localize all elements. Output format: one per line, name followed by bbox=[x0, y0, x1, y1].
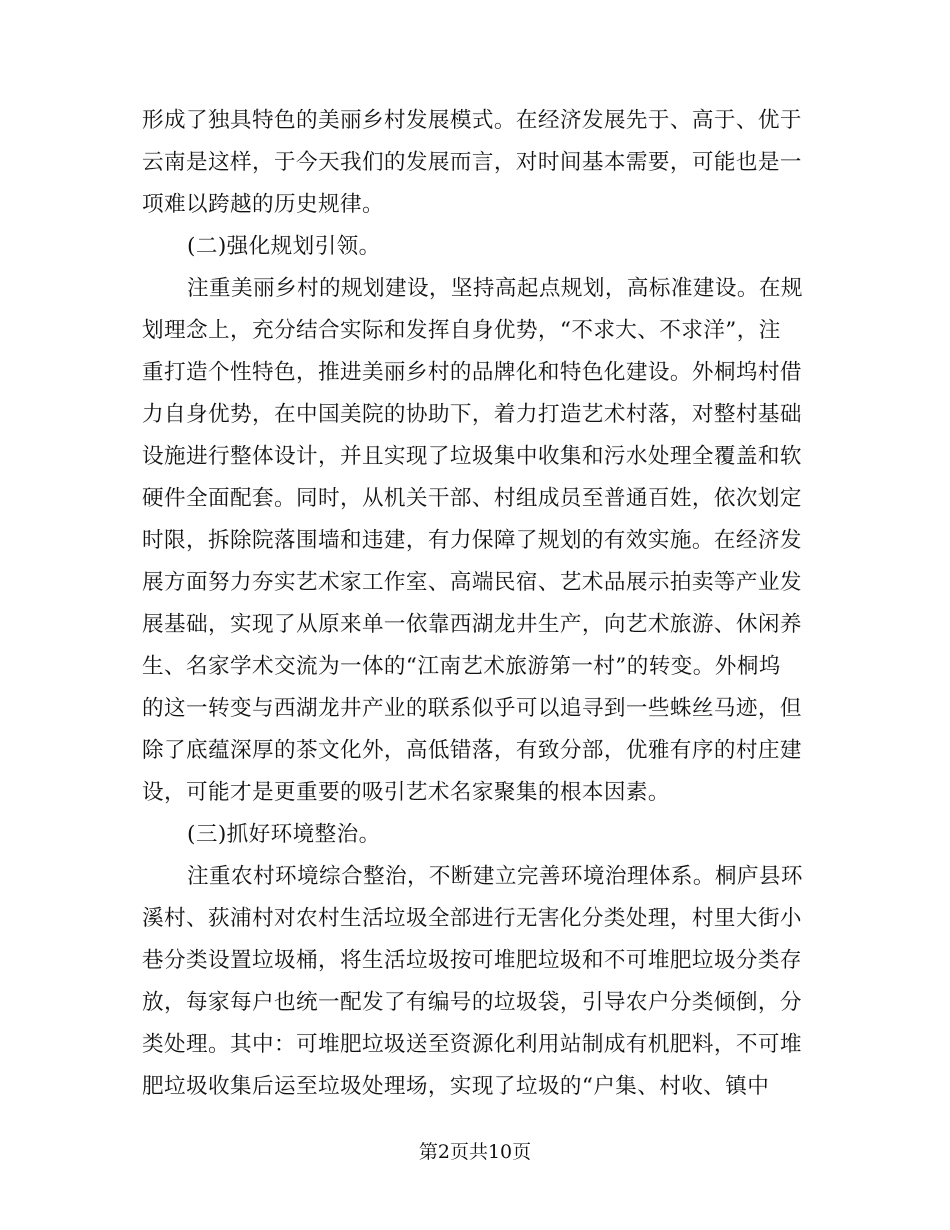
text-line: 云南是这样，于今天我们的发展而言，对时间基本需要，可能也是一 bbox=[142, 150, 802, 175]
text-line: 的这一转变与西湖龙井产业的联系似乎可以追寻到一些蛛丝马迹，但 bbox=[142, 696, 802, 721]
text-line: 划理念上，充分结合实际和发挥自身优势，“不求大、不求洋”，注 bbox=[142, 318, 781, 343]
text-line: 设，可能才是更重要的吸引艺术名家聚集的根本因素。 bbox=[142, 780, 670, 805]
text-line: 溪村、荻浦村对农村生活垃圾全部进行无害化分类处理，村里大街小 bbox=[142, 906, 802, 931]
text-line: 类处理。其中：可堆肥垃圾送至资源化利用站制成有机肥料，不可堆 bbox=[142, 1032, 802, 1057]
text-line: 力自身优势，在中国美院的协助下，着力打造艺术村落，对整村基础 bbox=[142, 402, 802, 427]
text-line: 硬件全面配套。同时，从机关干部、村组成员至普通百姓，依次划定 bbox=[142, 486, 802, 511]
text-line: 注重美丽乡村的规划建设，坚持高起点规划，高标准建设。在规 bbox=[187, 276, 803, 301]
page-number: 第2页共10页 bbox=[418, 1141, 532, 1163]
text-line: (二)强化规划引领。 bbox=[187, 234, 381, 259]
text-line: 注重农村环境综合整治，不断建立完善环境治理体系。桐庐县环 bbox=[187, 864, 803, 889]
text-line: 重打造个性特色，推进美丽乡村的品牌化和特色化建设。外桐坞村借 bbox=[142, 360, 802, 385]
text-line: 生、名家学术交流为一体的“江南艺术旅游第一村”的转变。外桐坞 bbox=[142, 654, 781, 679]
text-line: 展基础，实现了从原来单一依靠西湖龙井生产，向艺术旅游、休闲养 bbox=[142, 612, 802, 637]
text-line: 放，每家每户也统一配发了有编号的垃圾袋，引导农户分类倾倒，分 bbox=[142, 990, 802, 1015]
text-line: 除了底蕴深厚的茶文化外，高低错落，有致分部，优雅有序的村庄建 bbox=[142, 738, 802, 763]
text-line: 形成了独具特色的美丽乡村发展模式。在经济发展先于、高于、优于 bbox=[142, 108, 802, 133]
text-line: 肥垃圾收集后运至垃圾处理场，实现了垃圾的“户集、村收、镇中 bbox=[142, 1074, 770, 1099]
text-line: 展方面努力夯实艺术家工作室、高端民宿、艺术品展示拍卖等产业发 bbox=[142, 570, 802, 595]
document-body bbox=[142, 100, 802, 1108]
text-line: 巷分类设置垃圾桶，将生活垃圾按可堆肥垃圾和不可堆肥垃圾分类存 bbox=[142, 948, 802, 973]
text-line: 项难以跨越的历史规律。 bbox=[142, 192, 384, 217]
text-line: 设施进行整体设计，并且实现了垃圾集中收集和污水处理全覆盖和软 bbox=[142, 444, 802, 469]
text-line: 时限，拆除院落围墙和违建，有力保障了规划的有效实施。在经济发 bbox=[142, 528, 802, 553]
text-line: (三)抓好环境整治。 bbox=[187, 822, 381, 847]
